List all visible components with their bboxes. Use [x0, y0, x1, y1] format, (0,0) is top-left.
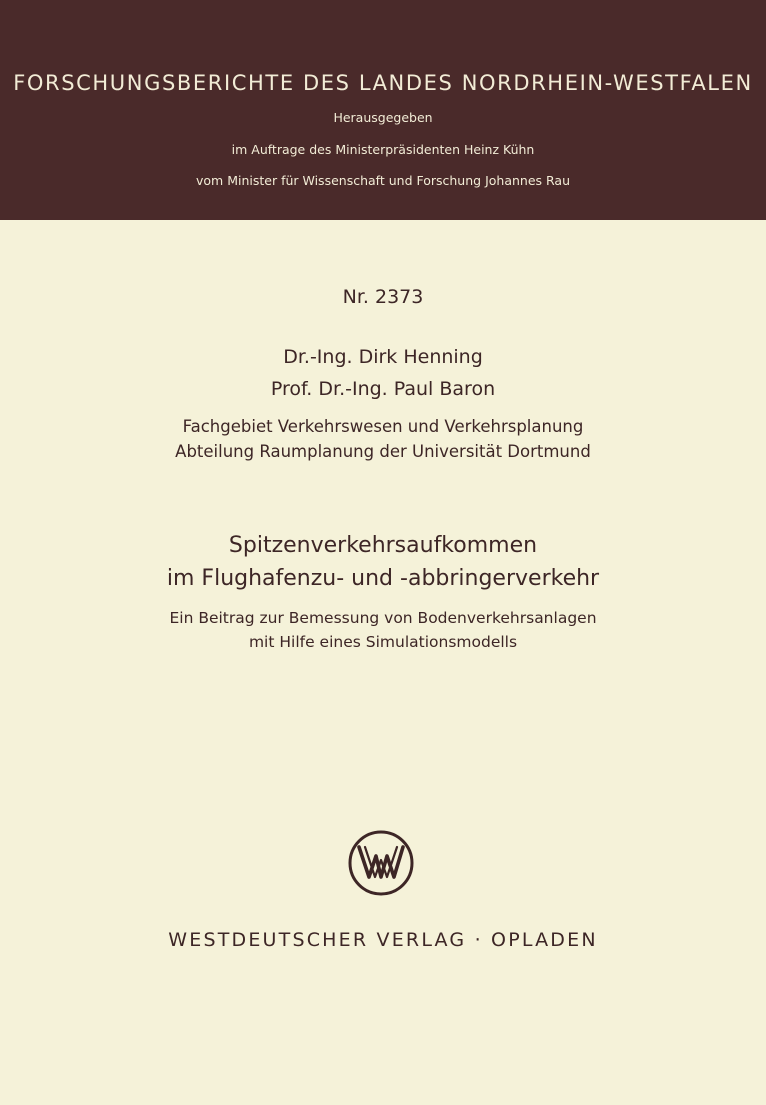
publisher-name: WESTDEUTSCHER VERLAG · OPLADEN [168, 929, 598, 951]
title-line-2: im Flughafenzu- und -abbringerverkehr [166, 566, 600, 591]
series-title: FORSCHUNGSBERICHTE DES LANDES NORDRHEIN-WESTFALEN [13, 71, 753, 95]
westdeutscher-verlag-logo-icon [347, 829, 415, 897]
author-name-2: Prof. Dr.-Ing. Paul Baron [270, 378, 496, 400]
report-number: Nr. 2373 [342, 286, 424, 308]
minister-text: vom Minister für Wissenschaft und Forschung Johannes Rau [196, 173, 570, 188]
subtitle-line-2: mit Hilfe eines Simulationsmodells [248, 633, 518, 651]
subtitle-line-1: Ein Beitrag zur Bemessung von Bodenverkehrsanlagen [169, 609, 597, 627]
header-band [0, 0, 766, 220]
department-line-2: Abteilung Raumplanung der Universität Dortmund [175, 442, 591, 461]
issued-by-text: Herausgegeben [333, 110, 433, 125]
author-name-1: Dr.-Ing. Dirk Henning [283, 346, 483, 368]
commission-text: im Auftrage des Ministerpräsidenten Heinz Kühn [231, 142, 535, 157]
department-line-1: Fachgebiet Verkehrswesen und Verkehrsplanung [182, 417, 584, 436]
title-line-1: Spitzenverkehrsaufkommen [228, 533, 538, 558]
